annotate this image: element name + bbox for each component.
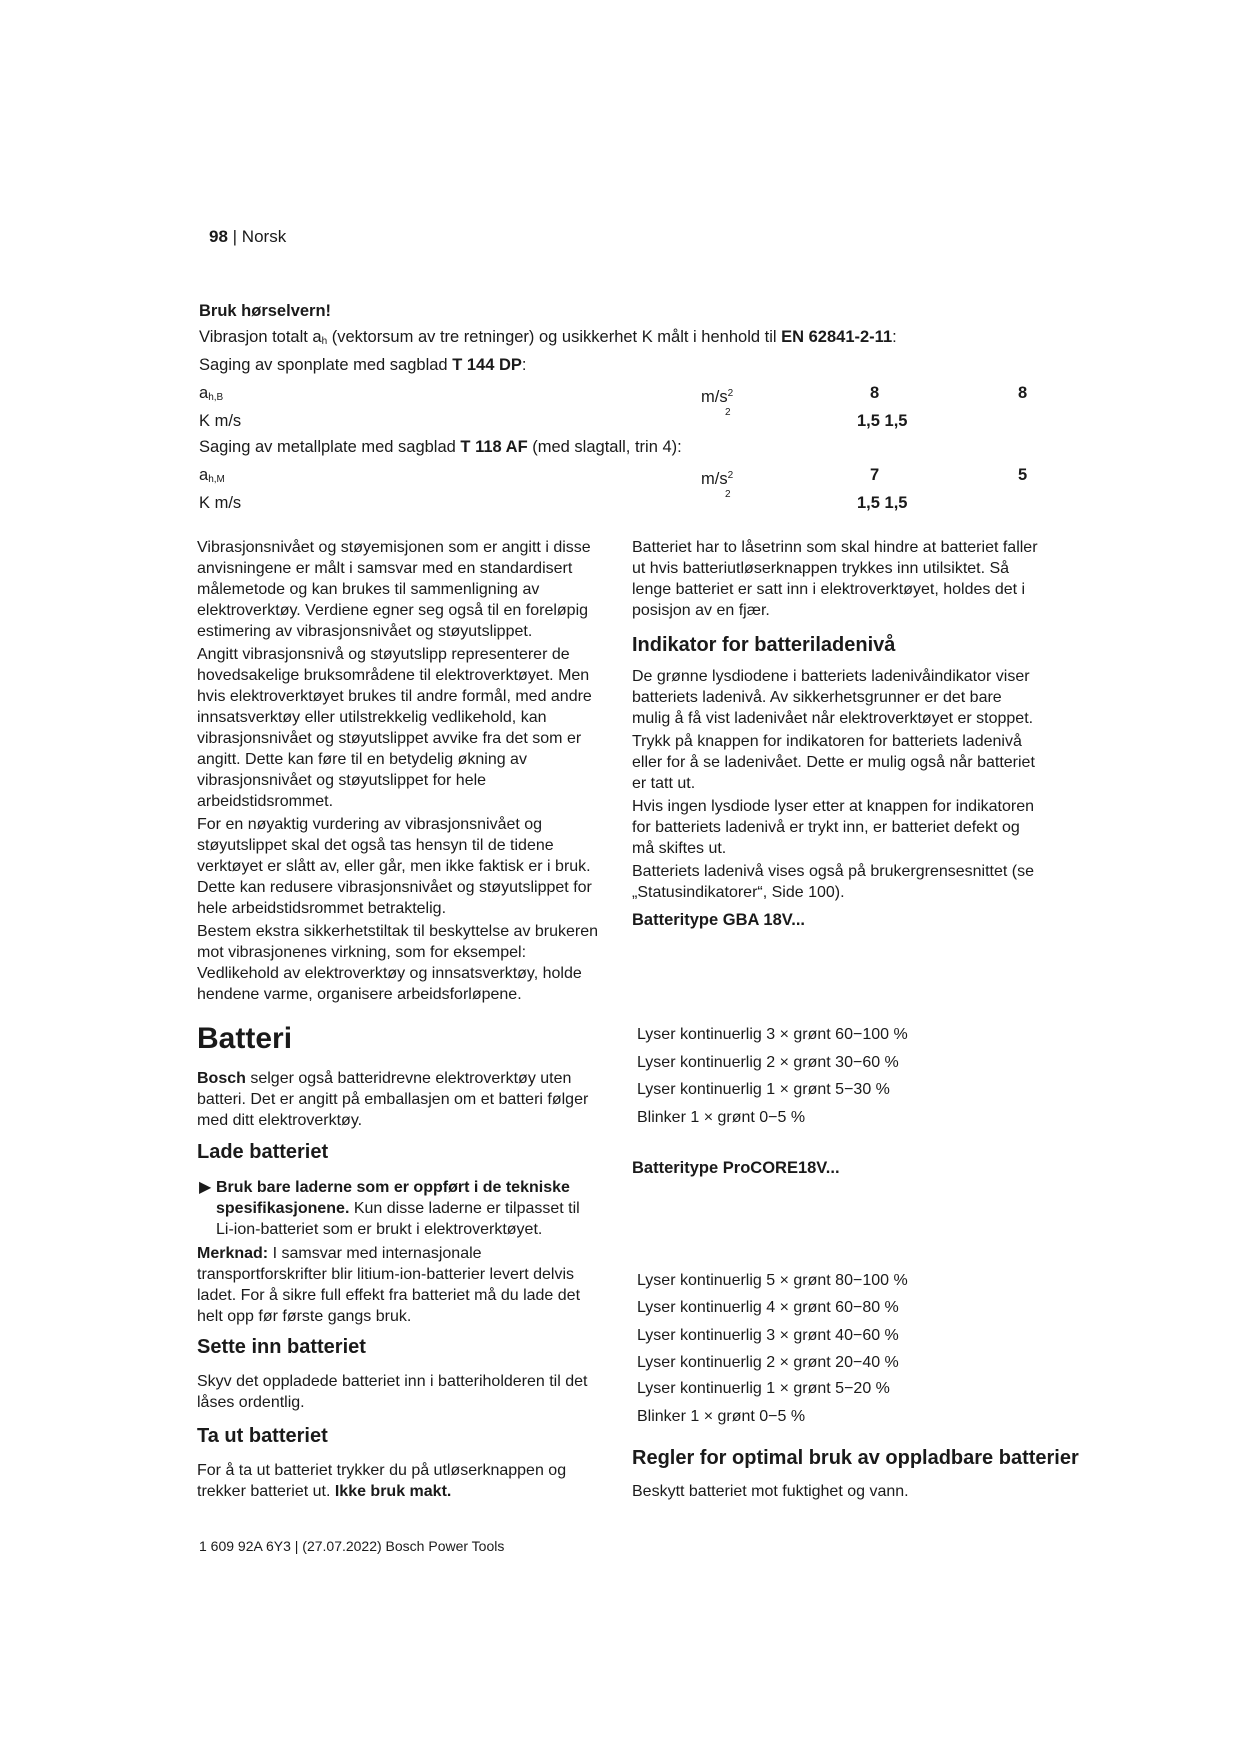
batteri-heading: Batteri	[197, 1022, 293, 1055]
page-number: 98	[209, 227, 228, 246]
vibration-case-2: Saging av metallplate med sagblad T 118 AF (med slagtall, trin 4):	[199, 438, 682, 456]
page-header: 98 | Norsk	[209, 227, 287, 246]
row-K2-values: 1,5 1,5	[857, 494, 908, 512]
sette-heading: Sette inn batteriet	[197, 1336, 366, 1358]
row-K1-values: 1,5 1,5	[857, 412, 908, 430]
bullet-arrow-icon: ▶	[199, 1179, 212, 1196]
procore-led-row: Lyser kontinuerlig 1 × grønt 5−20 %	[637, 1380, 890, 1397]
page-footer: 1 609 92A 6Y3 | (27.07.2022) Bosch Power Tools	[199, 1538, 505, 1554]
paragraph: Batteriets ladenivå vises også på brukergrensesnittet (se „Statusindikatorer“, Side 100).	[632, 863, 1034, 901]
row-ahB-label: $a_{h,B}$	[199, 384, 224, 403]
procore-led-row: Lyser kontinuerlig 5 × grønt 80−100 %	[637, 1272, 908, 1289]
hearing-warning: Bruk hørselvern!	[199, 302, 332, 320]
row-ahM-unit: $m/s^2$	[701, 470, 734, 488]
paragraph: For en nøyaktig vurdering av vibrasjonsnivået og støyutslippet skal det også tas hensyn til de tidene verktøyet er slått av, eller går, men ikke faktisk er i bruk. Dette kan redusere vibrasjonsnivået og støyutslippet for hele arbeidstidsrommet betraktelig.	[197, 816, 592, 917]
regler-heading: Regler for optimal bruk av oppladbare batterier	[632, 1447, 1079, 1469]
procore-led-row: Lyser kontinuerlig 4 × grønt 60−80 %	[637, 1299, 899, 1316]
ta-ut-text: For å ta ut batteriet trykker du på utløserknappen og trekker batteriet ut. Ikke bruk makt.	[197, 1462, 567, 1500]
row-ahM-label: $a_{h,M}$	[199, 466, 225, 485]
gba-led-row: Blinker 1 × grønt 0−5 %	[637, 1109, 806, 1126]
row-ahB-value-2: 8	[1018, 384, 1028, 402]
batteri-intro: Bosch selger også batteridrevne elektroverktøy uten batteri. Det er angitt på emballasjen om et batteri følger med ditt elektroverktøy.	[197, 1070, 589, 1129]
paragraph: Vibrasjonsnivået og støyemisjonen som er angitt i disse anvisningene er målt i samsvar med en standardisert målemetode og kan brukes til sammenligning av elektroverktøy. Verdiene egner seg også til en foreløpig estimering av vibrasjonsnivået og støyutslippet.	[197, 539, 591, 640]
procore-led-row: Blinker 1 × grønt 0−5 %	[637, 1408, 806, 1425]
row-ahB-value-1: 8	[870, 384, 880, 402]
row-K1-sup: 2	[725, 407, 731, 418]
vibration-intro: Vibrasjon totalt $a_h$ (vektorsum av tre retninger) og usikkerhet K målt i henhold til EN 62841-2-11:	[199, 328, 897, 347]
indikator-text	[632, 666, 1042, 905]
left-column-text	[197, 537, 605, 1007]
lade-heading: Lade batteriet	[197, 1141, 329, 1163]
gba-heading: Batteritype GBA 18V...	[632, 911, 806, 929]
paragraph: Trykk på knappen for indikatoren for batteriets ladenivå eller for å se ladenivået. Dette er mulig også når batteriet er tatt ut.	[632, 733, 1035, 792]
procore-led-row: Lyser kontinuerlig 2 × grønt 20−40 %	[637, 1354, 899, 1371]
regler-text: Beskytt batteriet mot fuktighet og vann.	[632, 1483, 909, 1500]
procore-heading: Batteritype ProCORE18V...	[632, 1159, 840, 1177]
row-K2-label: K m/s	[199, 494, 242, 512]
ta-ut-heading: Ta ut batteriet	[197, 1425, 328, 1447]
gba-led-row: Lyser kontinuerlig 3 × grønt 60−100 %	[637, 1026, 908, 1043]
row-ahM-value-1: 7	[870, 466, 880, 484]
page-language: Norsk	[241, 227, 287, 246]
paragraph: Hvis ingen lysdiode lyser etter at knappen for indikatoren for batteriets ladenivå er trykt inn, er batteriet defekt og må skiftes ut.	[632, 798, 1034, 857]
row-ahB-unit: $m/s^2$	[701, 388, 734, 406]
vibration-case-1: Saging av sponplate med sagblad T 144 DP:	[199, 356, 527, 374]
lade-bullet-text: Bruk bare laderne som er oppført i de tekniske spesifikasjonene. Kun disse laderne er tilpasset til Li-ion-batteriet som er brukt i elektroverktøyet.	[216, 1179, 580, 1238]
paragraph: De grønne lysdiodene i batteriets ladenivåindikator viser batteriets ladenivå. Av sikkerhetsgrunner er det bare mulig å få vist ladenivået når elektroverktøyet er stoppet.	[632, 668, 1034, 727]
paragraph: Bestem ekstra sikkerhetstiltak til beskyttelse av brukeren mot vibrasjonenes virkning, som for eksempel: Vedlikehold av elektroverktøy og innsatsverktøy, holde hendene varme, organisere arbeidsforløpene.	[197, 923, 599, 1003]
row-K2-sup: 2	[725, 489, 731, 500]
gba-led-row: Lyser kontinuerlig 1 × grønt 5−30 %	[637, 1081, 890, 1098]
row-K1-label: K m/s	[199, 412, 242, 430]
gba-led-row: Lyser kontinuerlig 2 × grønt 30−60 %	[637, 1054, 899, 1071]
indikator-heading: Indikator for batteriladenivå	[632, 634, 896, 656]
right-p1: Batteriet har to låsetrinn som skal hindre at batteriet faller ut hvis batteriutløserknappen trykkes inn utilsiktet. Så lenge batteriet er satt inn i elektroverktøyet, holdes det i posisjon av en fjær.	[632, 539, 1038, 619]
sette-text: Skyv det oppladede batteriet inn i batteriholderen til det låses ordentlig.	[197, 1373, 588, 1411]
row-ahM-value-2: 5	[1018, 466, 1028, 484]
merknad-note: Merknad: I samsvar med internasjonale transportforskrifter blir litium-ion-batterier levert delvis ladet. For å sikre full effekt fra batteriet må du lade det helt opp før første gangs bruk.	[197, 1245, 581, 1325]
procore-led-row: Lyser kontinuerlig 3 × grønt 40−60 %	[637, 1327, 899, 1344]
paragraph: Angitt vibrasjonsnivå og støyutslipp representerer de hovedsakelige bruksområdene til elektroverktøyet. Men hvis elektroverktøyet brukes til andre formål, med andre innsatsverktøy eller utilstrekkelig vedlikehold, kan vibrasjonsnivået og støyutslippet avvike fra det som er angitt. Dette kan føre til en betydelig økning av vibrasjonsnivået og støyutslippet for hele arbeidstidsrommet.	[197, 646, 592, 810]
